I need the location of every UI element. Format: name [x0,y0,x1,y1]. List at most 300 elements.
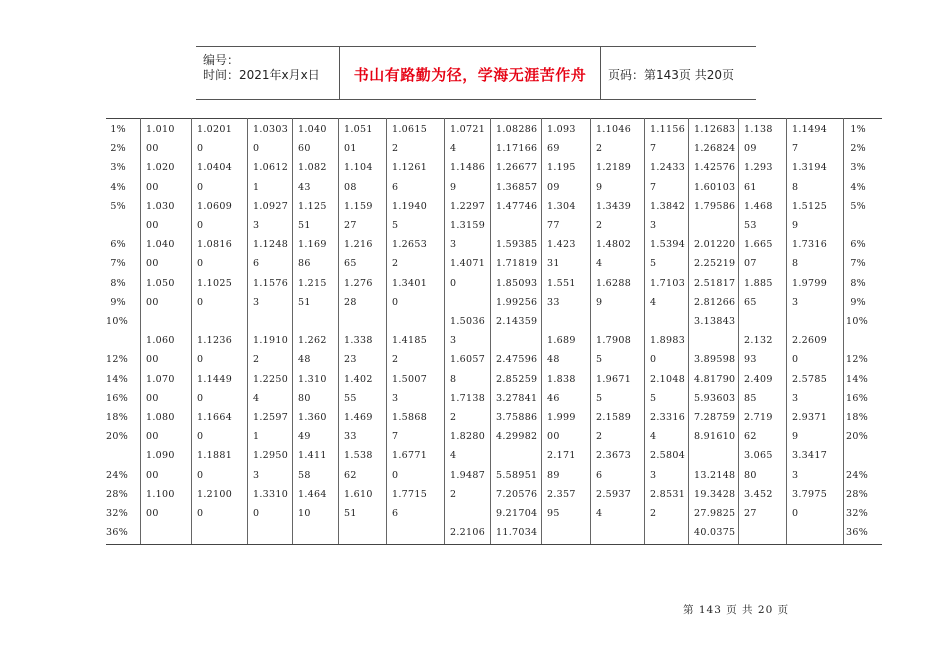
table-cell: 7 [650,143,657,155]
table-cell: 7 [792,143,799,155]
table-cell: 7.20576 [496,488,538,500]
table-cell: 1.2597 [253,412,289,423]
table-cell: 1.79586 [694,200,736,212]
table-cell: 2.85259 [496,373,538,385]
page-footer: 第 143 页 共 20 页 [683,604,790,616]
table-cell: 0 [792,508,799,519]
table-cell: 1.1449 [197,373,233,385]
rate-label-left: 28% [106,488,129,500]
table-cell: 2 [450,412,457,423]
table-cell: 0 [197,354,204,366]
table-cell: 2.409 [744,373,773,385]
table-cell: 3 [792,296,799,308]
rate-label-left: 16% [106,392,129,404]
table-cell: 2 [392,354,399,366]
table-column-divider [140,118,141,544]
table-cell: 89 [547,469,560,481]
table-cell: 1.99256 [496,296,538,308]
table-cell: 95 [547,508,560,519]
table-cell: 2.47596 [496,354,538,366]
table-cell: 00 [547,431,560,443]
table-cell: 9 [596,181,603,193]
table-cell: 6 [253,258,260,270]
table-cell: 1.0612 [253,162,289,174]
table-cell: 3 [392,392,399,404]
table-cell: 4.29982 [496,431,538,443]
rate-label-left: 2% [110,143,126,155]
table-cell: 2.5785 [792,373,828,385]
table-cell: 4 [650,296,657,308]
table-cell: 1.464 [298,488,327,500]
table-cell: 4 [596,258,603,270]
rate-label-right: 9% [850,296,866,308]
table-cell: 4 [450,450,457,462]
table-cell: 1.402 [344,373,373,385]
table-cell: 31 [547,258,560,270]
table-cell: 1.3842 [650,200,686,212]
table-cell: 5 [650,392,657,404]
table-cell: 0 [650,354,657,366]
table-cell: 0 [253,143,260,155]
table-cell: 00 [146,392,159,404]
table-cell: 1.310 [298,373,327,385]
table-cell: 62 [344,469,357,481]
table-cell: 1 [253,431,260,443]
table-cell: 2.171 [547,450,576,462]
table-cell: 1.100 [146,488,175,500]
table-cell: 28 [344,296,357,308]
rate-label-right: 32% [846,508,869,519]
table-cell: 3 [253,220,260,231]
table-cell: 2 [450,488,457,500]
table-cell: 0 [197,181,204,193]
table-cell: 1.1156 [650,124,686,135]
table-cell: 2.01220 [694,239,736,251]
table-cell: 1.2653 [392,239,428,251]
table-cell: 1.4071 [450,258,486,270]
table-cell: 1.050 [146,277,175,289]
table-cell: 2.14359 [496,316,538,327]
table-cell: 00 [146,469,159,481]
table-cell: 1.9799 [792,277,828,289]
table-cell: 0 [197,296,204,308]
table-cell: 00 [146,296,159,308]
rate-label-left: 18% [106,412,129,423]
rate-label-left: 4% [110,181,126,193]
table-cell: 1.0816 [197,239,233,251]
rate-label-right: 28% [846,488,869,500]
table-cell: 48 [298,354,311,366]
rate-label-left: 1% [110,124,126,135]
table-cell: 2.2609 [792,335,828,347]
table-cell: 3 [650,220,657,231]
table-cell: 1.293 [744,162,773,174]
table-cell: 1.7103 [650,277,686,289]
table-cell: 1.093 [547,124,576,135]
rate-label-left: 9% [110,296,126,308]
table-column-divider [247,118,248,544]
table-cell: 1.051 [344,124,373,135]
table-cell: 9 [596,296,603,308]
table-cell: 4.81790 [694,373,736,385]
table-cell: 86 [298,258,311,270]
table-cell: 2 [596,143,603,155]
table-cell: 1.1664 [197,412,233,423]
rate-label-right: 24% [846,469,869,481]
table-cell: 2.5937 [596,488,632,500]
table-column-divider [541,118,542,544]
table-cell: 1.1486 [450,162,486,174]
table-cell: 51 [298,296,311,308]
table-cell: 3.452 [744,488,773,500]
table-cell: 1.2433 [650,162,686,174]
table-column-divider [644,118,645,544]
table-cell: 1.0615 [392,124,428,135]
table-column-divider [786,118,787,544]
table-cell: 1.999 [547,412,576,423]
table-cell: 40.0375 [694,527,736,539]
table-cell: 00 [146,354,159,366]
table-cell: 80 [744,469,757,481]
table-cell: 1.159 [344,200,373,212]
table-cell: 0 [392,469,399,481]
table-cell: 3 [253,469,260,481]
table-cell: 1.26677 [496,162,538,174]
table-cell: 2.5804 [650,450,686,462]
table-cell: 1.195 [547,162,576,174]
rate-label-right: 3% [850,162,866,174]
table-cell: 3.27841 [496,392,538,404]
rate-label-left: 24% [106,469,129,481]
table-cell: 1.5394 [650,239,686,251]
table-cell: 7 [392,431,399,443]
table-cell: 1.5125 [792,200,828,212]
table-cell: 1.17166 [496,143,538,155]
table-cell: 1.7138 [450,392,486,404]
table-cell: 1.1236 [197,335,233,347]
table-cell: 60 [298,143,311,155]
table-cell: 62 [744,431,757,443]
header-motto: 书山有路勤为径，学海无涯苦作舟 [353,66,587,84]
table-cell: 00 [146,258,159,270]
table-cell: 2.719 [744,412,773,423]
rate-label-right: 36% [846,527,869,539]
table-cell: 5.58951 [496,469,538,481]
table-column-divider [688,118,689,544]
table-cell: 69 [547,143,560,155]
table-cell: 1.169 [298,239,327,251]
table-cell: 00 [146,431,159,443]
table-cell: 51 [344,508,357,519]
table-cell: 23 [344,354,357,366]
table-column-divider [590,118,591,544]
table-cell: 1.5007 [392,373,428,385]
header-page-info: 页码：第143页 共20页 [608,68,734,82]
table-cell: 2.2106 [450,527,486,539]
table-cell: 2.3316 [650,412,686,423]
table-cell: 1.9487 [450,469,486,481]
header-motto-cell [339,47,601,99]
table-cell: 10 [298,508,311,519]
rate-label-right: 2% [850,143,866,155]
rate-label-right: 6% [850,239,866,251]
table-cell: 1.040 [146,239,175,251]
table-cell: 0 [197,469,204,481]
table-cell: 1.1494 [792,124,828,135]
header-meta-cell [196,47,339,99]
table-cell: 0 [197,392,204,404]
table-cell: 5 [392,220,399,231]
table-cell: 1.090 [146,450,175,462]
rate-label-left: 10% [106,316,129,327]
table-cell: 2 [392,258,399,270]
table-cell: 3.3417 [792,450,828,462]
table-cell: 1.0201 [197,124,233,135]
table-cell: 85 [744,392,757,404]
table-cell: 77 [547,220,560,231]
table-cell: 9 [792,431,799,443]
table-cell: 0 [392,296,399,308]
table-cell: 1.610 [344,488,373,500]
table-cell: 8 [450,373,457,385]
table-cell: 1.5036 [450,316,486,327]
table-cell: 6 [596,469,603,481]
table-cell: 0 [197,258,204,270]
table-cell: 1.304 [547,200,576,212]
header-page-cell [600,47,756,99]
table-cell: 5 [596,392,603,404]
table-cell: 1.6288 [596,277,632,289]
rate-label-right: 5% [850,200,866,212]
table-cell: 1.1576 [253,277,289,289]
table-cell: 1.1248 [253,239,289,251]
table-cell: 1.138 [744,124,773,135]
table-cell: 4 [450,143,457,155]
table-cell: 1.1025 [197,277,233,289]
table-cell: 00 [146,220,159,231]
table-cell: 01 [344,143,357,155]
table-cell: 2.3673 [596,450,632,462]
table-cell: 1.71819 [496,258,538,270]
table-column-divider [386,118,387,544]
table-cell: 1.1881 [197,450,233,462]
table-cell: 1.1940 [392,200,428,212]
table-cell: 9 [792,220,799,231]
table-cell: 51 [298,220,311,231]
table-cell: 2.1048 [650,373,686,385]
table-cell: 1.12683 [694,124,736,135]
table-cell: 3 [792,469,799,481]
table-cell: 2 [650,508,657,519]
table-cell: 2 [596,220,603,231]
table-cell: 65 [744,296,757,308]
table-cell: 5 [650,258,657,270]
rate-label-left: 6% [110,239,126,251]
table-cell: 2.132 [744,335,773,347]
table-cell: 07 [744,258,757,270]
table-cell: 1.423 [547,239,576,251]
table-cell: 46 [547,392,560,404]
table-cell: 1.689 [547,335,576,347]
compound-interest-table [106,118,882,544]
table-cell: 1.08286 [496,124,538,135]
rate-label-right: 4% [850,181,866,193]
table-column-divider [490,118,491,544]
table-cell: 1.469 [344,412,373,423]
table-cell: 1.0404 [197,162,233,174]
table-cell: 4 [253,392,260,404]
table-cell: 08 [344,181,357,193]
table-bottom-border [106,544,882,545]
table-cell: 6 [392,508,399,519]
table-cell: 7.28759 [694,412,736,423]
table-cell: 1.36857 [496,181,538,193]
table-cell: 1.60103 [694,181,736,193]
table-cell: 1.360 [298,412,327,423]
table-cell: 1.104 [344,162,373,174]
table-cell: 61 [744,181,757,193]
table-cell: 1.262 [298,335,327,347]
rate-label-right: 14% [846,373,869,385]
table-cell: 09 [547,181,560,193]
table-cell: 0 [792,354,799,366]
table-cell: 2 [596,431,603,443]
table-cell: 27 [744,508,757,519]
table-cell: 0 [197,508,204,519]
table-cell: 19.3428 [694,488,736,500]
table-cell: 11.7034 [496,527,538,539]
table-cell: 1.7316 [792,239,828,251]
table-cell: 1.6057 [450,354,486,366]
table-cell: 1.8983 [650,335,686,347]
table-cell: 1.338 [344,335,373,347]
rate-label-right: 1% [850,124,866,135]
table-cell: 1.468 [744,200,773,212]
table-column-divider [292,118,293,544]
table-cell: 1.3194 [792,162,828,174]
table-cell: 1.010 [146,124,175,135]
table-cell: 49 [298,431,311,443]
table-cell: 1.2950 [253,450,289,462]
table-cell: 27 [344,220,357,231]
rate-label-left: 36% [106,527,129,539]
table-cell: 00 [146,508,159,519]
table-cell: 1.3439 [596,200,632,212]
table-cell: 55 [344,392,357,404]
table-cell: 2 [392,143,399,155]
table-cell: 53 [744,220,757,231]
table-cell: 4 [650,431,657,443]
table-cell: 1.4185 [392,335,428,347]
table-cell: 2.51817 [694,277,736,289]
table-cell: 3.065 [744,450,773,462]
table-cell: 1.5868 [392,412,428,423]
table-cell: 09 [744,143,757,155]
table-cell: 1.411 [298,450,327,462]
table-cell: 27.9825 [694,508,736,519]
rate-label-right: 7% [850,258,866,270]
table-column-divider [843,118,844,544]
table-cell: 1.2100 [197,488,233,500]
rate-label-right: 18% [846,412,869,423]
table-cell: 1.1261 [392,162,428,174]
rate-label-left: 12% [106,354,129,366]
table-cell: 33 [547,296,560,308]
document-time-label: 时间：2021年x月x日 [203,68,320,82]
table-cell: 00 [146,143,159,155]
table-cell: 33 [344,431,357,443]
table-cell: 4 [596,508,603,519]
table-cell: 2.9371 [792,412,828,423]
table-cell: 65 [344,258,357,270]
table-cell: 1.885 [744,277,773,289]
table-cell: 1.3310 [253,488,289,500]
table-cell: 1.2250 [253,373,289,385]
table-cell: 1.2297 [450,200,486,212]
table-cell: 1.125 [298,200,327,212]
table-cell: 9.21704 [496,508,538,519]
table-cell: 3 [450,239,457,251]
table-cell: 1.42576 [694,162,736,174]
table-cell: 1.85093 [496,277,538,289]
table-cell: 1.1910 [253,335,289,347]
table-column-divider [338,118,339,544]
table-cell: 1.7715 [392,488,428,500]
table-cell: 1.030 [146,200,175,212]
table-cell: 2.25219 [694,258,736,270]
table-cell: 0 [450,277,457,289]
table-cell: 8 [792,181,799,193]
table-cell: 1.9671 [596,373,632,385]
table-cell: 7 [650,181,657,193]
table-cell: 3 [650,469,657,481]
table-cell: 1.040 [298,124,327,135]
table-cell: 0 [197,143,204,155]
table-cell: 2.357 [547,488,576,500]
table-cell: 3 [450,335,457,347]
table-cell: 3 [253,296,260,308]
table-cell: 1.3401 [392,277,428,289]
table-cell: 3.75886 [496,412,538,423]
rate-label-right: 16% [846,392,869,404]
rate-label-right: 12% [846,354,869,366]
table-cell: 1.0609 [197,200,233,212]
table-cell: 1.4802 [596,239,632,251]
table-cell: 1.060 [146,335,175,347]
table-cell: 1.6771 [392,450,428,462]
table-cell: 9 [450,181,457,193]
document-header [196,46,756,100]
rate-label-left: 20% [106,431,129,443]
rate-label-right: 8% [850,277,866,289]
table-column-divider [191,118,192,544]
document-number-label: 编号： [203,53,240,67]
rate-label-left: 3% [110,162,126,174]
table-column-divider [444,118,445,544]
table-cell: 8 [792,258,799,270]
table-cell: 8.91610 [694,431,736,443]
table-cell: 1.080 [146,412,175,423]
rate-label-right: 10% [846,316,869,327]
table-cell: 1.215 [298,277,327,289]
table-cell: 1.0721 [450,124,486,135]
table-cell: 58 [298,469,311,481]
table-cell: 1.665 [744,239,773,251]
rate-label-right: 20% [846,431,869,443]
table-cell: 43 [298,181,311,193]
table-cell: 1.082 [298,162,327,174]
rate-label-left: 14% [106,373,129,385]
